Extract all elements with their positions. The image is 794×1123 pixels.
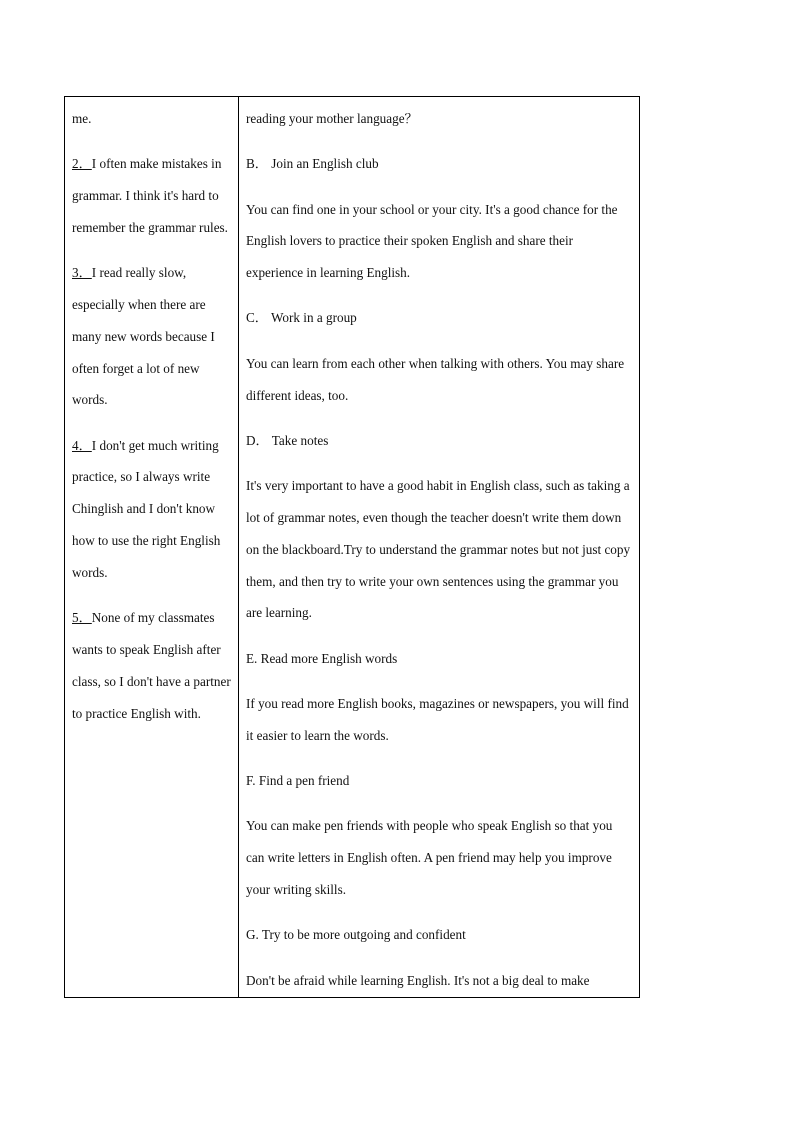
content-table — [64, 96, 640, 998]
problem-text: I often make mistakes in grammar. I think it's hard to remember the grammar rules. — [72, 156, 228, 235]
advice-heading-g: G. Try to be more outgoing and confident — [246, 927, 466, 943]
problems-column — [65, 97, 239, 997]
problem-text: I read really slow, especially when there are many new words because I often forget a lot of new words. — [72, 265, 215, 408]
advice-heading-e: E. Read more English words — [246, 650, 398, 666]
advice-text-d: It's very important to have a good habit in English class, such as taking a lot of grammar notes, even though the teacher doesn't write them down on the blackboard.Try to understand the grammar notes but not just copy them, and then try to write your own sentences using the grammar you are learning. — [246, 478, 631, 621]
problem-item — [72, 148, 232, 243]
problem-continuation: me. — [72, 111, 92, 126]
problem-number: 3． — [72, 265, 92, 281]
advice-heading-f: F. Find a pen friend — [246, 773, 350, 789]
advice-text-g: Don't be afraid while learning English. It's not a big deal to make — [246, 972, 590, 988]
problem-number: 2． — [72, 156, 92, 172]
advice-text-f: You can make pen friends with people who speak English so that you can write letters in English often. A pen friend may help you improve your writing skills. — [246, 818, 613, 897]
problem-number: 4． — [72, 437, 92, 453]
advice-heading-b: B． Join an English club — [246, 156, 379, 172]
problem-text: I don't get much writing practice, so I always write Chinglish and I don't know how to use the right English words. — [72, 437, 221, 580]
advice-heading-d: D． Take notes — [246, 432, 329, 448]
advice-text-c: You can learn from each other when talking with others. You may share different ideas, too. — [246, 355, 625, 403]
problem-item — [72, 602, 232, 729]
advice-text-e: If you read more English books, magazines or newspapers, you will find it easier to learn the words. — [246, 695, 629, 743]
advice-continuation: reading your mother language？ — [246, 111, 418, 126]
problem-number: 5． — [72, 610, 92, 626]
advice-column — [239, 97, 639, 997]
problem-item — [72, 257, 232, 416]
problem-item — [72, 430, 232, 589]
advice-heading-c: C． Work in a group — [246, 310, 357, 326]
advice-text-b: You can find one in your school or your city. It's a good chance for the English lovers to practice their spoken English and share their experience in learning English. — [246, 201, 618, 281]
problem-text: None of my classmates wants to speak English after class, so I don't have a partner to practice English with. — [72, 610, 231, 721]
